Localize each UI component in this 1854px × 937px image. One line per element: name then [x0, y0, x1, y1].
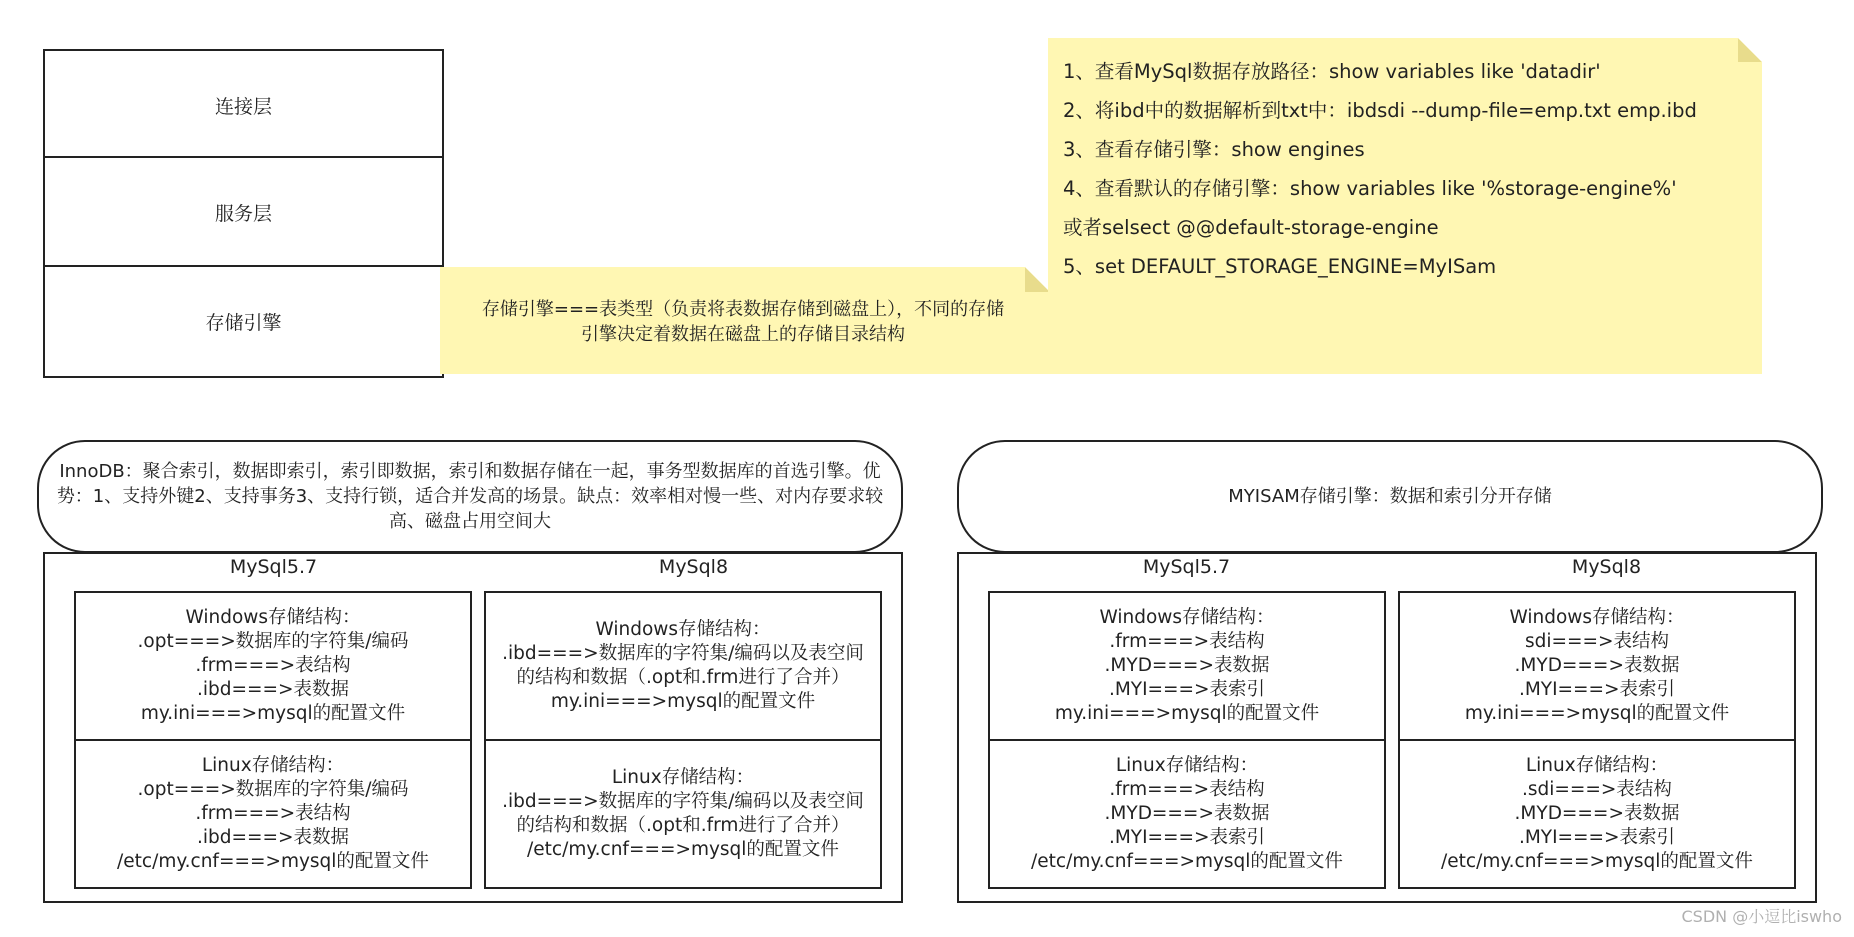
command-line: 2、将ibd中的数据解析到txt中：ibdsdi --dump-file=emp.txt emp.ibd [1063, 99, 1697, 122]
myisam-8-linux-box[interactable] [1398, 739, 1796, 889]
cell-line: .frm===>表结构 [195, 655, 351, 676]
storage-note-text [448, 297, 1038, 347]
cell-line: .opt===>数据库的字符集/编码 [137, 779, 409, 800]
layer-service-label: 服务层 [214, 203, 272, 225]
command-line: 4、查看默认的存储引擎：show variables like '%storage-engine%' [1063, 177, 1677, 200]
cell-line: /etc/my.cnf===>mysql的配置文件 [117, 851, 429, 872]
cell-line: my.ini===>mysql的配置文件 [140, 703, 406, 724]
cell-line: Windows存储结构： [595, 619, 771, 640]
layer-storage-engine-label: 存储引擎 [205, 312, 282, 334]
storage-note-line: 引擎决定着数据在磁盘上的存储目录结构 [581, 324, 905, 345]
cell-line: Linux存储结构： [611, 767, 755, 788]
cell-line: .MYI===>表索引 [1518, 827, 1676, 848]
cell-line: .MYD===>表数据 [1104, 803, 1270, 824]
innodb-57-linux-box[interactable] [74, 739, 472, 889]
cell-line: .opt===>数据库的字符集/编码 [137, 631, 409, 652]
command-line: 或者selsect @@default-storage-engine [1063, 216, 1439, 239]
cell-line: /etc/my.cnf===>mysql的配置文件 [1031, 851, 1343, 872]
cell-line: Windows存储结构： [185, 607, 361, 628]
innodb-8-linux-box[interactable] [484, 739, 882, 889]
cell-line: /etc/my.cnf===>mysql的配置文件 [1441, 851, 1753, 872]
myisam-banner[interactable] [957, 440, 1823, 553]
cell-line: Linux存储结构： [1115, 755, 1259, 776]
cell-line: .frm===>表结构 [1109, 631, 1265, 652]
command-line: 1、查看MySql数据存放路径：show variables like 'datadir' [1063, 60, 1601, 83]
cell-line: .MYI===>表索引 [1108, 827, 1266, 848]
cell-line: my.ini===>mysql的配置文件 [550, 691, 816, 712]
storage-note-fold-icon [1025, 267, 1050, 292]
cell-line: .MYD===>表数据 [1514, 803, 1680, 824]
cell-line: .ibd===>表数据 [196, 679, 349, 700]
myisam-8-windows-box[interactable] [1398, 591, 1796, 741]
innodb-mysql57-label: MySql5.7 [229, 556, 318, 578]
cell-line: .sdi===>表结构 [1522, 779, 1672, 800]
myisam-57-linux-box[interactable] [988, 739, 1386, 889]
cell-line: /etc/my.cnf===>mysql的配置文件 [527, 839, 839, 860]
cell-line: Windows存储结构： [1099, 607, 1275, 628]
innodb-mysql8-label: MySql8 [658, 556, 729, 578]
cell-line: .MYI===>表索引 [1108, 679, 1266, 700]
cell-line: sdi===>表结构 [1524, 631, 1670, 652]
cell-line: my.ini===>mysql的配置文件 [1054, 703, 1320, 724]
layer-service[interactable] [43, 156, 444, 269]
innodb-57-windows-box[interactable] [74, 591, 472, 741]
cell-line: Linux存储结构： [1525, 755, 1669, 776]
myisam-57-windows-box[interactable] [988, 591, 1386, 741]
cell-line: .ibd===>表数据 [196, 827, 349, 848]
command-line: 5、set DEFAULT_STORAGE_ENGINE=MyISam [1063, 255, 1497, 278]
cell-line: Linux存储结构： [201, 755, 345, 776]
cell-line: .frm===>表结构 [1109, 779, 1265, 800]
cell-line: .ibd===>数据库的字符集/编码以及表空间的结构和数据（.opt和.frm进行了合并） [502, 643, 864, 688]
cell-line: my.ini===>mysql的配置文件 [1464, 703, 1730, 724]
cell-line: .MYD===>表数据 [1514, 655, 1680, 676]
myisam-mysql57-label: MySql5.7 [1142, 556, 1231, 578]
storage-note-line: 存储引擎===表类型（负责将表数据存储到磁盘上），不同的存储 [481, 299, 1005, 320]
cell-line: .frm===>表结构 [195, 803, 351, 824]
watermark: CSDN @小逗比iswho [1681, 907, 1842, 926]
cell-line: Windows存储结构： [1509, 607, 1685, 628]
myisam-mysql8-label: MySql8 [1571, 556, 1642, 578]
layer-connection[interactable] [43, 49, 444, 162]
cell-line: .MYI===>表索引 [1518, 679, 1676, 700]
innodb-banner[interactable] [37, 440, 903, 553]
commands-list [1063, 52, 1743, 286]
myisam-banner-text: MYISAM存储引擎：数据和索引分开存储 [1228, 486, 1552, 507]
command-line: 3、查看存储引擎：show engines [1063, 138, 1365, 161]
innodb-banner-text: InnoDB：聚合索引，数据即索引，索引即数据，索引和数据存储在一起，事务型数据库的首选引擎。优势：1、支持外键2、支持事务3、支持行锁，适合并发高的场景。缺点：效率相对慢一些、对内存要求较高、磁盘占用空间大 [56, 461, 884, 532]
layer-connection-label: 连接层 [214, 96, 272, 118]
cell-line: .ibd===>数据库的字符集/编码以及表空间的结构和数据（.opt和.frm进行了合并） [502, 791, 864, 836]
cell-line: .MYD===>表数据 [1104, 655, 1270, 676]
layer-storage-engine[interactable] [43, 265, 444, 378]
innodb-8-windows-box[interactable] [484, 591, 882, 741]
